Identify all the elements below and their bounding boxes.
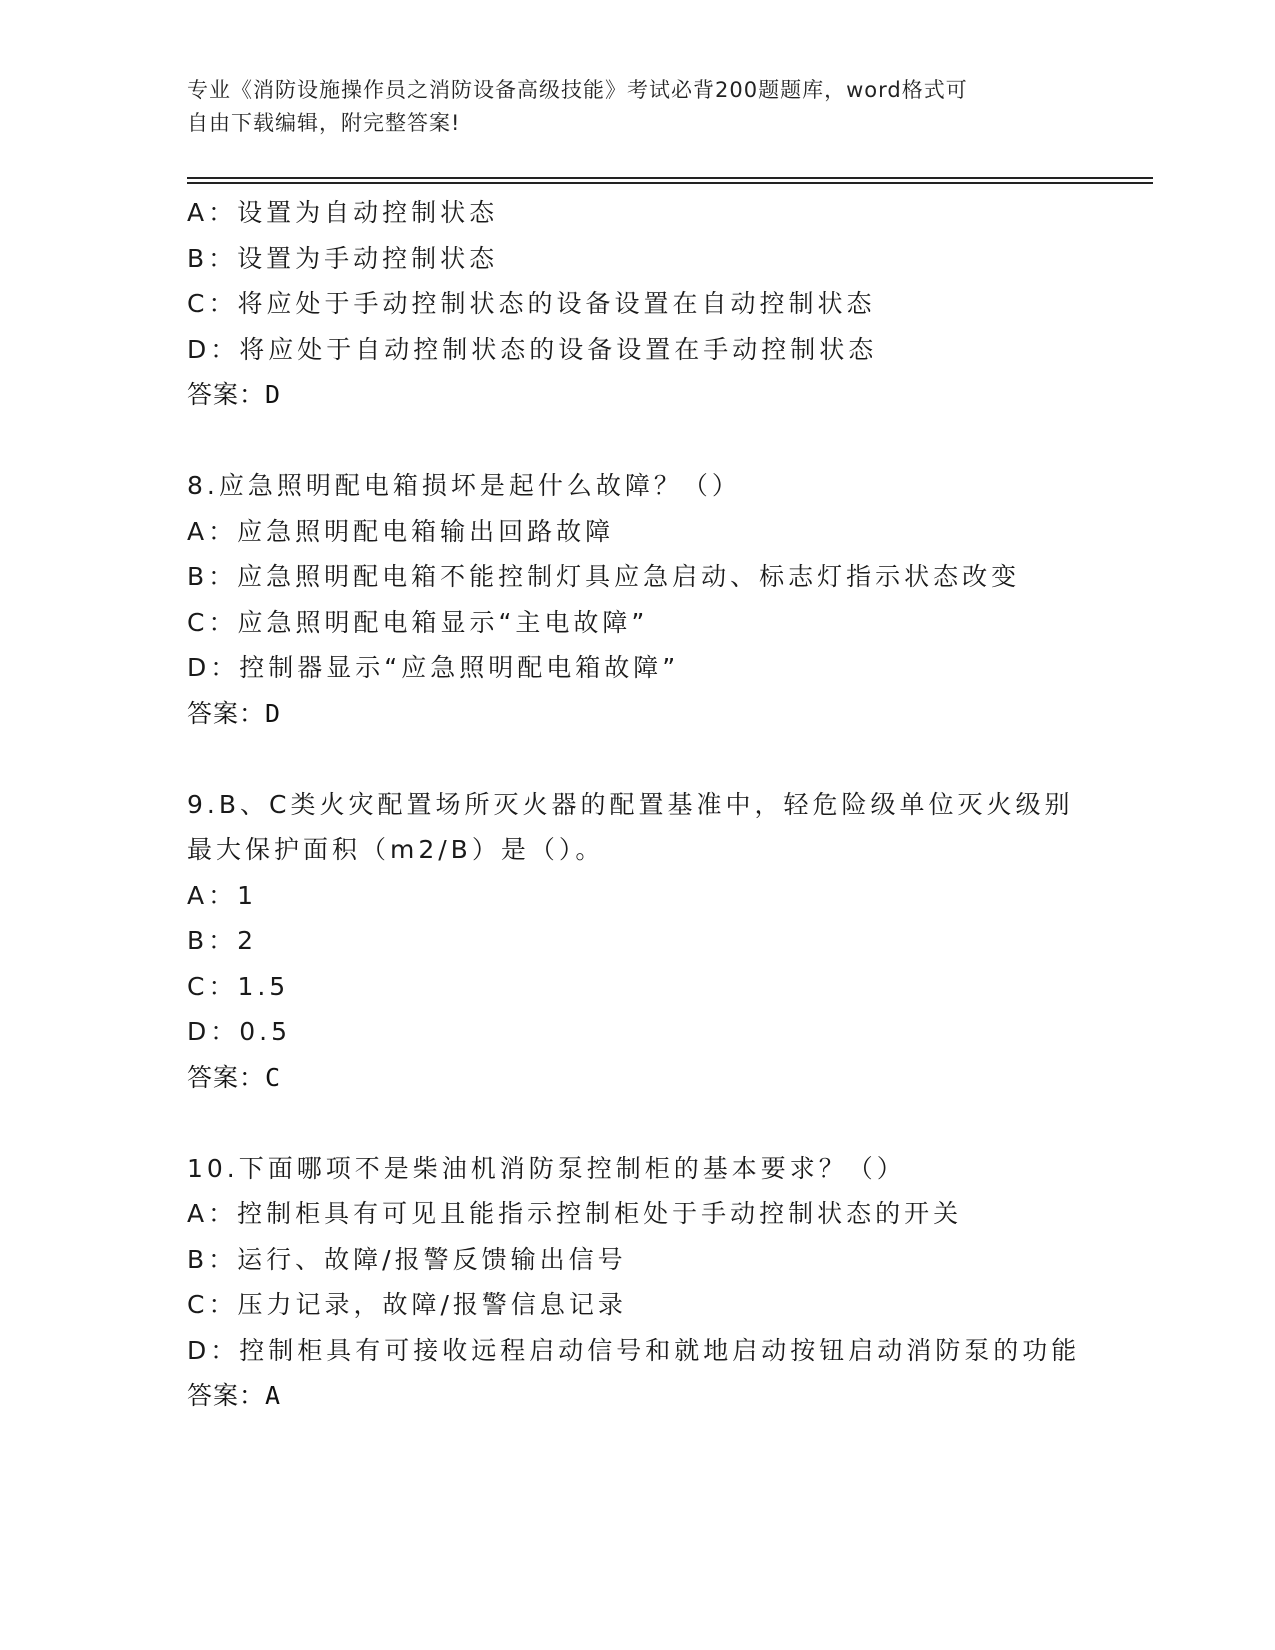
question-block-7 (187, 190, 1147, 418)
option-a: A：控制柜具有可见且能指示控制柜处于手动控制状态的开关 (187, 1199, 963, 1228)
header-divider-bottom (187, 182, 1153, 184)
question-text: 8.应急照明配电箱损坏是起什么故障？（） (187, 471, 741, 500)
header-title-line-1: 专业《消防设施操作员之消防设备高级技能》考试必背200题题库，word格式可 (187, 78, 968, 102)
question-block-10 (187, 1146, 1147, 1419)
spacer (187, 736, 1147, 782)
answer-label: 答案：C (187, 1062, 282, 1092)
header-divider-top (187, 177, 1153, 179)
question-block-8 (187, 463, 1147, 736)
document-header (187, 74, 1067, 140)
option-c: C：将应处于手动控制状态的设备设置在自动控制状态 (187, 289, 876, 318)
question-text-line-2: 最大保护面积（m2/B）是（）。 (187, 835, 605, 864)
option-c: C：压力记录，故障/报警信息记录 (187, 1290, 627, 1319)
answer-label: 答案：A (187, 1381, 282, 1410)
question-block-9 (187, 782, 1147, 1101)
option-c: C：应急照明配电箱显示“主电故障” (187, 607, 649, 637)
option-b: B：设置为手动控制状态 (187, 243, 499, 273)
option-a: A：1 (187, 880, 258, 910)
answer-label: 答案：D (187, 380, 282, 409)
option-d: D：将应处于自动控制状态的设备设置在手动控制状态 (187, 334, 878, 364)
option-b: B：运行、故障/报警反馈输出信号 (187, 1244, 627, 1274)
option-b: B：应急照明配电箱不能控制灯具应急启动、标志灯指示状态改变 (187, 562, 1021, 591)
option-c: C：1.5 (187, 971, 290, 1001)
question-text-line-1: 9.B、C类火灾配置场所灭火器的配置基准中，轻危险级单位灭火级别 (187, 789, 1074, 819)
option-d: D：控制器显示“应急照明配电箱故障” (187, 653, 680, 682)
header-title-line-2: 自由下载编辑，附完整答案! (187, 111, 461, 135)
option-b: B：2 (187, 926, 258, 955)
spacer (187, 1100, 1147, 1146)
option-d: D：控制柜具有可接收远程启动信号和就地启动按钮启动消防泵的功能 (187, 1335, 1081, 1365)
question-text: 10.下面哪项不是柴油机消防泵控制柜的基本要求？（） (187, 1153, 906, 1183)
question-list (187, 190, 1147, 1419)
spacer (187, 418, 1147, 464)
option-a: A：设置为自动控制状态 (187, 198, 499, 227)
answer-label: 答案：D (187, 698, 282, 728)
option-a: A：应急照明配电箱输出回路故障 (187, 516, 615, 546)
option-d: D：0.5 (187, 1017, 292, 1046)
